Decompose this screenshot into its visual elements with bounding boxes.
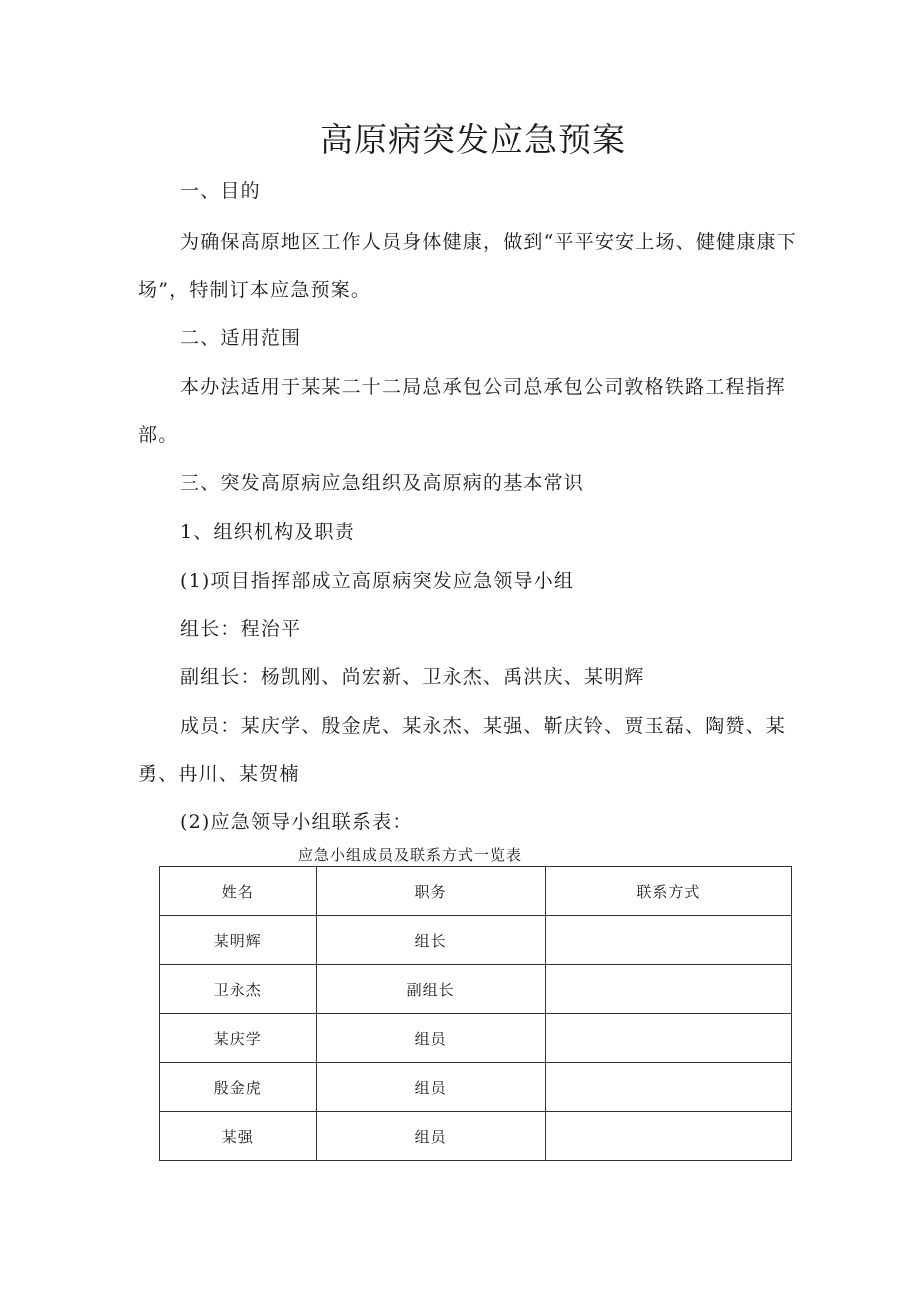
group-members-line-1: 成员：某庆学、殷金虎、某永杰、某强、靳庆铃、贾玉磊、陶赞、某 xyxy=(180,715,787,737)
cell-position: 组长 xyxy=(316,916,545,965)
section-1-body-line-2: 场”，特制订本应急预案。 xyxy=(138,279,372,301)
header-contact: 联系方式 xyxy=(545,867,791,916)
group-members-line-2: 勇、冉川、某贺楠 xyxy=(138,763,300,785)
group-deputies: 副组长：杨凯刚、尚宏新、卫永杰、禹洪庆、某明辉 xyxy=(180,666,645,688)
section-2-body-line-2: 部。 xyxy=(138,424,179,446)
cell-name: 卫永杰 xyxy=(160,965,317,1014)
table-row xyxy=(160,1063,792,1112)
table-header-row xyxy=(160,867,792,916)
cell-contact xyxy=(545,916,791,965)
section-3-subheading-1: 1、组织机构及职责 xyxy=(180,521,355,543)
cell-position: 组员 xyxy=(316,1014,545,1063)
cell-contact xyxy=(545,965,791,1014)
table-row xyxy=(160,916,792,965)
cell-name: 某强 xyxy=(160,1112,317,1161)
cell-position: 副组长 xyxy=(316,965,545,1014)
document-title: 高原病突发应急预案 xyxy=(320,120,626,159)
group-leader: 组长：程治平 xyxy=(180,618,302,640)
table-row xyxy=(160,965,792,1014)
cell-contact xyxy=(545,1014,791,1063)
table-row xyxy=(160,1112,792,1161)
section-2-body-line-1: 本办法适用于某某二十二局总承包公司总承包公司敦格铁路工程指挥 xyxy=(180,376,787,398)
cell-contact xyxy=(545,1112,791,1161)
cell-name: 某庆学 xyxy=(160,1014,317,1063)
cell-name: 殷金虎 xyxy=(160,1063,317,1112)
table-caption: 应急小组成员及联系方式一览表 xyxy=(297,846,522,864)
section-1-heading: 一、目的 xyxy=(180,180,261,202)
cell-position: 组员 xyxy=(316,1112,545,1161)
contact-table xyxy=(159,866,792,1161)
header-name: 姓名 xyxy=(160,867,317,916)
cell-position: 组员 xyxy=(316,1063,545,1112)
section-1-body-line-1: 为确保高原地区工作人员身体健康，做到“平平安安上场、健健康康下 xyxy=(180,231,797,253)
cell-contact xyxy=(545,1063,791,1112)
header-position: 职务 xyxy=(316,867,545,916)
section-3-item-1: (1)项目指挥部成立高原病突发应急领导小组 xyxy=(180,570,575,592)
table-row xyxy=(160,1014,792,1063)
section-3-heading: 三、突发高原病应急组织及高原病的基本常识 xyxy=(180,472,585,494)
section-3-item-2: (2)应急领导小组联系表： xyxy=(180,811,413,833)
section-2-heading: 二、适用范围 xyxy=(180,327,302,349)
cell-name: 某明辉 xyxy=(160,916,317,965)
